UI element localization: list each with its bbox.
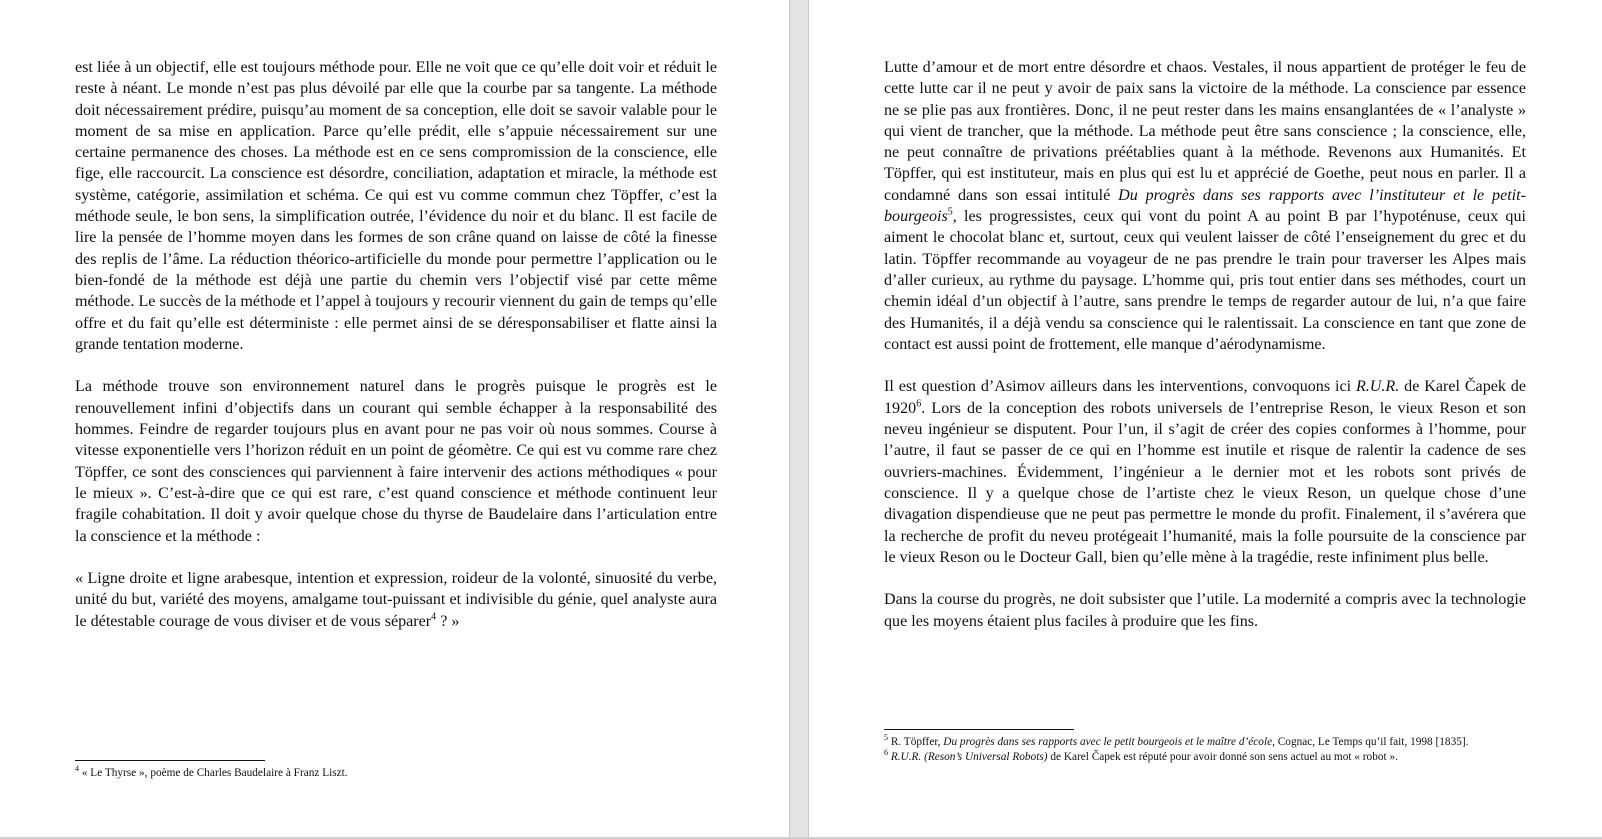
block-quote: « Ligne droite et ligne arabesque, intention et expression, roideur de la volonté, sinuosité du verbe, unité du but, variété des moyens, amalgame tout-puissant et indivisible du génie, quel analyste aura le détestable courage de vous diviser et de vous séparer$^4$ ? » xyxy=(75,570,717,630)
footnote-separator xyxy=(884,729,1074,730)
footnote-reference[interactable]: 4 xyxy=(431,611,437,623)
footnote-reference[interactable]: 6 xyxy=(916,398,922,410)
italic-title: Du progrès dans ses rapports avec le petit bourgeois et le maître d’école xyxy=(943,736,1273,748)
document-page-left xyxy=(0,0,790,839)
footnote-reference[interactable]: 5 xyxy=(947,206,953,218)
page-right-body xyxy=(884,57,1526,632)
footnote-separator xyxy=(75,760,265,761)
paragraph: Lutte d’amour et de mort entre désordre et chaos. Vestales, il nous appartient de protéger le feu de cette lutte car il ne peut y avoir de paix sans la victoire de la méthode. La conscience par essence ne se plie pas aux frontières. Donc, il ne peut rester dans les mains ensanglantées de « l’analyste » qui vient de trancher, que la méthode. La méthode peut être sans conscience ; la conscience, elle, ne peut connaître de privations préétablies quant à la méthode. Revenons aux Humanités. Et Töpffer, qui est instituteur, mais en plus qui est lu et apprécié de Goethe, peut nous en parler. Il a condamné dans son essai intitulé Du progrès dans ses rapports avec l’instituteur et le petit-bourgeois$^5$, les progressistes, ceux qui vont du point A au point B par l’hypoténuse, ceux qui aiment le chocolat blanc et, surtout, ceux qui veulent laisser de côté l’enseignement du grec et du latin. Töpffer recommande au voyageur de ne pas prendre le train pour traverser les Alpes mais d’aller curieux, au rythme du paysage. L’homme qui, pris tout entier dans ses méthodes, court un chemin idéal d’un objectif à l’autre, sans prendre le temps de regarder autour de lui, n’a que faire des Humanités, il a déjà vendu sa conscience qui le ralentissait. La conscience en tant que zone de contact est aussi point de frottement, elle manque d’aérodynamisme. xyxy=(884,59,1526,353)
footnote-text: « Le Thyrse », poème de Charles Baudelaire à Franz Liszt. xyxy=(79,767,348,779)
footnote-number: 6 xyxy=(884,748,888,758)
footnote-number: 4 xyxy=(75,764,79,774)
footnotes xyxy=(75,766,717,781)
footnote xyxy=(884,735,1526,750)
footnote xyxy=(75,766,717,781)
document-page-right xyxy=(808,0,1602,839)
page-gutter xyxy=(790,0,808,839)
footnote-text: R. Töpffer, Du progrès dans ses rapports avec le petit bourgeois et le maître d’école, Cognac, Le Temps qu’il fait, 1998 [1835]. xyxy=(888,736,1469,748)
paragraph: Il est question d’Asimov ailleurs dans les interventions, convoquons ici R.U.R. de Karel Čapek de 1920$^6$. Lors de la conception des robots universels de l’entreprise Reson, le vieux Reson et son neveu ingénieur se disputent. Pour l’un, il s’agit de créer des copies conformes à l’homme, pour l’autre, il faut se passer de ce qui en l’homme est inutile et risque de ralentir la cadence de ses ouvriers-machines. Évidemment, l’ingénieur a le dernier mot et les robots sont privés de conscience. Il y a quelque chose de l’artiste chez le vieux Reson, un quelque chose d’une divagation dispendieuse que ne peut pas permettre le monde du profit. Finalement, il s’avérera que la recherche de profit du neveu protégeait l’humanité, mais la folle poursuite de la conscience par le vieux Reson ou le Docteur Gall, bien qu’elle mène à la tragédie, reste infiniment plus belle. xyxy=(884,378,1526,566)
footnote xyxy=(884,750,1526,765)
page-left-body xyxy=(75,57,717,632)
paragraph: La méthode trouve son environnement naturel dans le progrès puisque le progrès est le renouvellement infini d’objectifs dans un courant qui semble échapper à la responsabilité des hommes. Feindre de regarder toujours plus en avant pour ne pas voir où nous sommes. Course à vitesse exponentielle vers l’horizon réduit en un point de géomètre. Ce qui est vu comme rare chez Töpffer, ce sont des consciences qui parviennent à faire intervenir des actions méthodiques « pour le mieux ». C’est-à-dire que ce qui est rare, c’est quand conscience et méthode continuent leur fragile cohabitation. Il doit y avoir quelque chose du thyrse de Baudelaire dans l’articulation entre la conscience et la méthode : xyxy=(75,378,717,545)
paragraph: Dans la course du progrès, ne doit subsister que l’utile. La modernité a compris avec la technologie que les moyens étaient plus faciles à produire que les fins. xyxy=(884,591,1526,630)
italic-title: R.U.R. (Reson’s Universal Robots) xyxy=(890,751,1048,763)
footnotes xyxy=(884,735,1526,765)
italic-title: Du progrès dans ses rapports avec l’instituteur et le petit-bourgeois xyxy=(884,186,1526,226)
paragraph: est liée à un objectif, elle est toujours méthode pour. Elle ne voit que ce qu’elle doit voir et réduit le reste à néant. Le monde n’est pas plus dévoilé par elle que la courbe par sa tangente. La méthode doit nécessairement prédire, puisqu’au moment de sa conception, elle doit se savoir valable pour le moment de sa mise en application. Parce qu’elle prédit, elle s’appuie nécessairement sur une certaine permanence des choses. La méthode est en ce sens compromission de la conscience, elle fige, elle raccourcit. La conscience est désordre, conciliation, adaptation et miracle, la méthode est système, catégorie, assimilation et schéma. Ce qui est vu comme commun chez Töpffer, c’est la méthode seule, le bon sens, la simplification outrée, l’évidence du noir et du blanc. Il est facile de lire la pensée de l’homme moyen dans les formes de son crâne quand on laisse de côté la finesse des replis de l’âme. La réduction théorico-artificielle du monde pour permettre l’application ou le bien-fondé de la méthode est déjà une partie du chemin vers l’objectif visé par cette même méthode. Le succès de la méthode et l’appel à toujours y recourir viennent du gain de temps qu’elle offre et du fait qu’elle est déterministe : elle permet ainsi de se déresponsabiliser et flatte ainsi la grande tentation moderne. xyxy=(75,59,717,353)
footnote-text: R.U.R. (Reson’s Universal Robots) de Karel Čapek est réputé pour avoir donné son sens actuel au mot « robot ». xyxy=(890,751,1398,763)
italic-title: R.U.R. xyxy=(1355,378,1400,396)
footnote-number: 5 xyxy=(884,733,888,743)
